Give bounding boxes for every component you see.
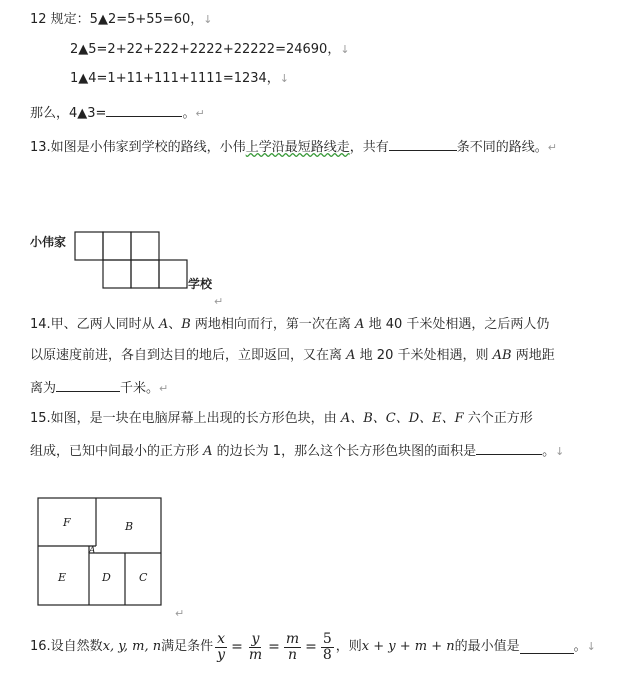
fraction-y-over-m: $\frac{y}{m}$ xyxy=(248,630,263,663)
route-grid-figure xyxy=(0,220,240,305)
home-label: 小伟家 xyxy=(30,235,67,249)
fraction-m-over-n: $\frac{m}{n}$ xyxy=(285,630,300,663)
fraction-5-over-8: $\frac{5}{8}$ xyxy=(322,630,332,663)
school-label: 学校 xyxy=(188,277,213,291)
q14-line-1: 14.甲、乙两人同时从 A、B 两地相向而行，第一次在离 A 地 40 千米处相遇，之后两人仍 xyxy=(30,317,550,332)
answer-blank[interactable] xyxy=(476,442,542,455)
answer-blank[interactable] xyxy=(56,379,120,392)
q12-line-3: 1▲4=1+11+111+1111=1234，↓ xyxy=(70,71,290,86)
q14-line-2: 以原速度前进，各自到达目的地后，立即返回，又在离 A 地 20 千米处相遇，则 AB 两地距 xyxy=(30,348,555,363)
q12-line-1: 12 规定：5▲2=5+55=60，↓ xyxy=(30,12,213,27)
q15-line-1: 15.如图，是一块在电脑屏幕上出现的长方形色块，由 A、B、C、D、E、F 六个正方形 xyxy=(30,411,533,426)
q12-line-2: 2▲5=2+22+222+2222+22222=24690，↓ xyxy=(70,42,350,57)
answer-blank[interactable] xyxy=(106,104,182,117)
q15-line-2: 组成，已知中间最小的正方形 A 的边长为 1，那么这个长方形色块图的面积是 。↓ xyxy=(30,444,565,459)
answer-blank[interactable] xyxy=(520,641,574,654)
rectangle-squares-figure xyxy=(0,490,200,620)
square-c-label: C xyxy=(139,571,148,584)
fraction-x-over-y: $\frac{x}{y}$ xyxy=(217,630,226,663)
square-f-label: F xyxy=(63,516,71,529)
return-mark: ↵ xyxy=(175,607,185,620)
square-d-label: D xyxy=(102,571,111,584)
q13-text: 13.如图是小伟家到学校的路线，小伟上学沿最短路线走，共有 条不同的路线。↵ xyxy=(30,140,557,155)
square-a-label: A xyxy=(89,546,96,556)
q14-line-3: 离为 千米。↵ xyxy=(30,381,169,396)
square-b-label: B xyxy=(125,520,134,533)
q16-text: 16.设自然数 x, y, m, n 满足条件 $\frac{x}{y}$ = $\frac{y}{m}$ = $\frac{m}{n}$ = $\frac{5}{8}$ ，则 x + y + m + n 的最小值是 。 ↓ xyxy=(30,630,596,663)
square-e-label: E xyxy=(58,571,67,584)
q12-question: 那么，4▲3= 。↵ xyxy=(30,106,205,121)
answer-blank[interactable] xyxy=(389,138,457,151)
return-mark: ↵ xyxy=(214,295,224,308)
